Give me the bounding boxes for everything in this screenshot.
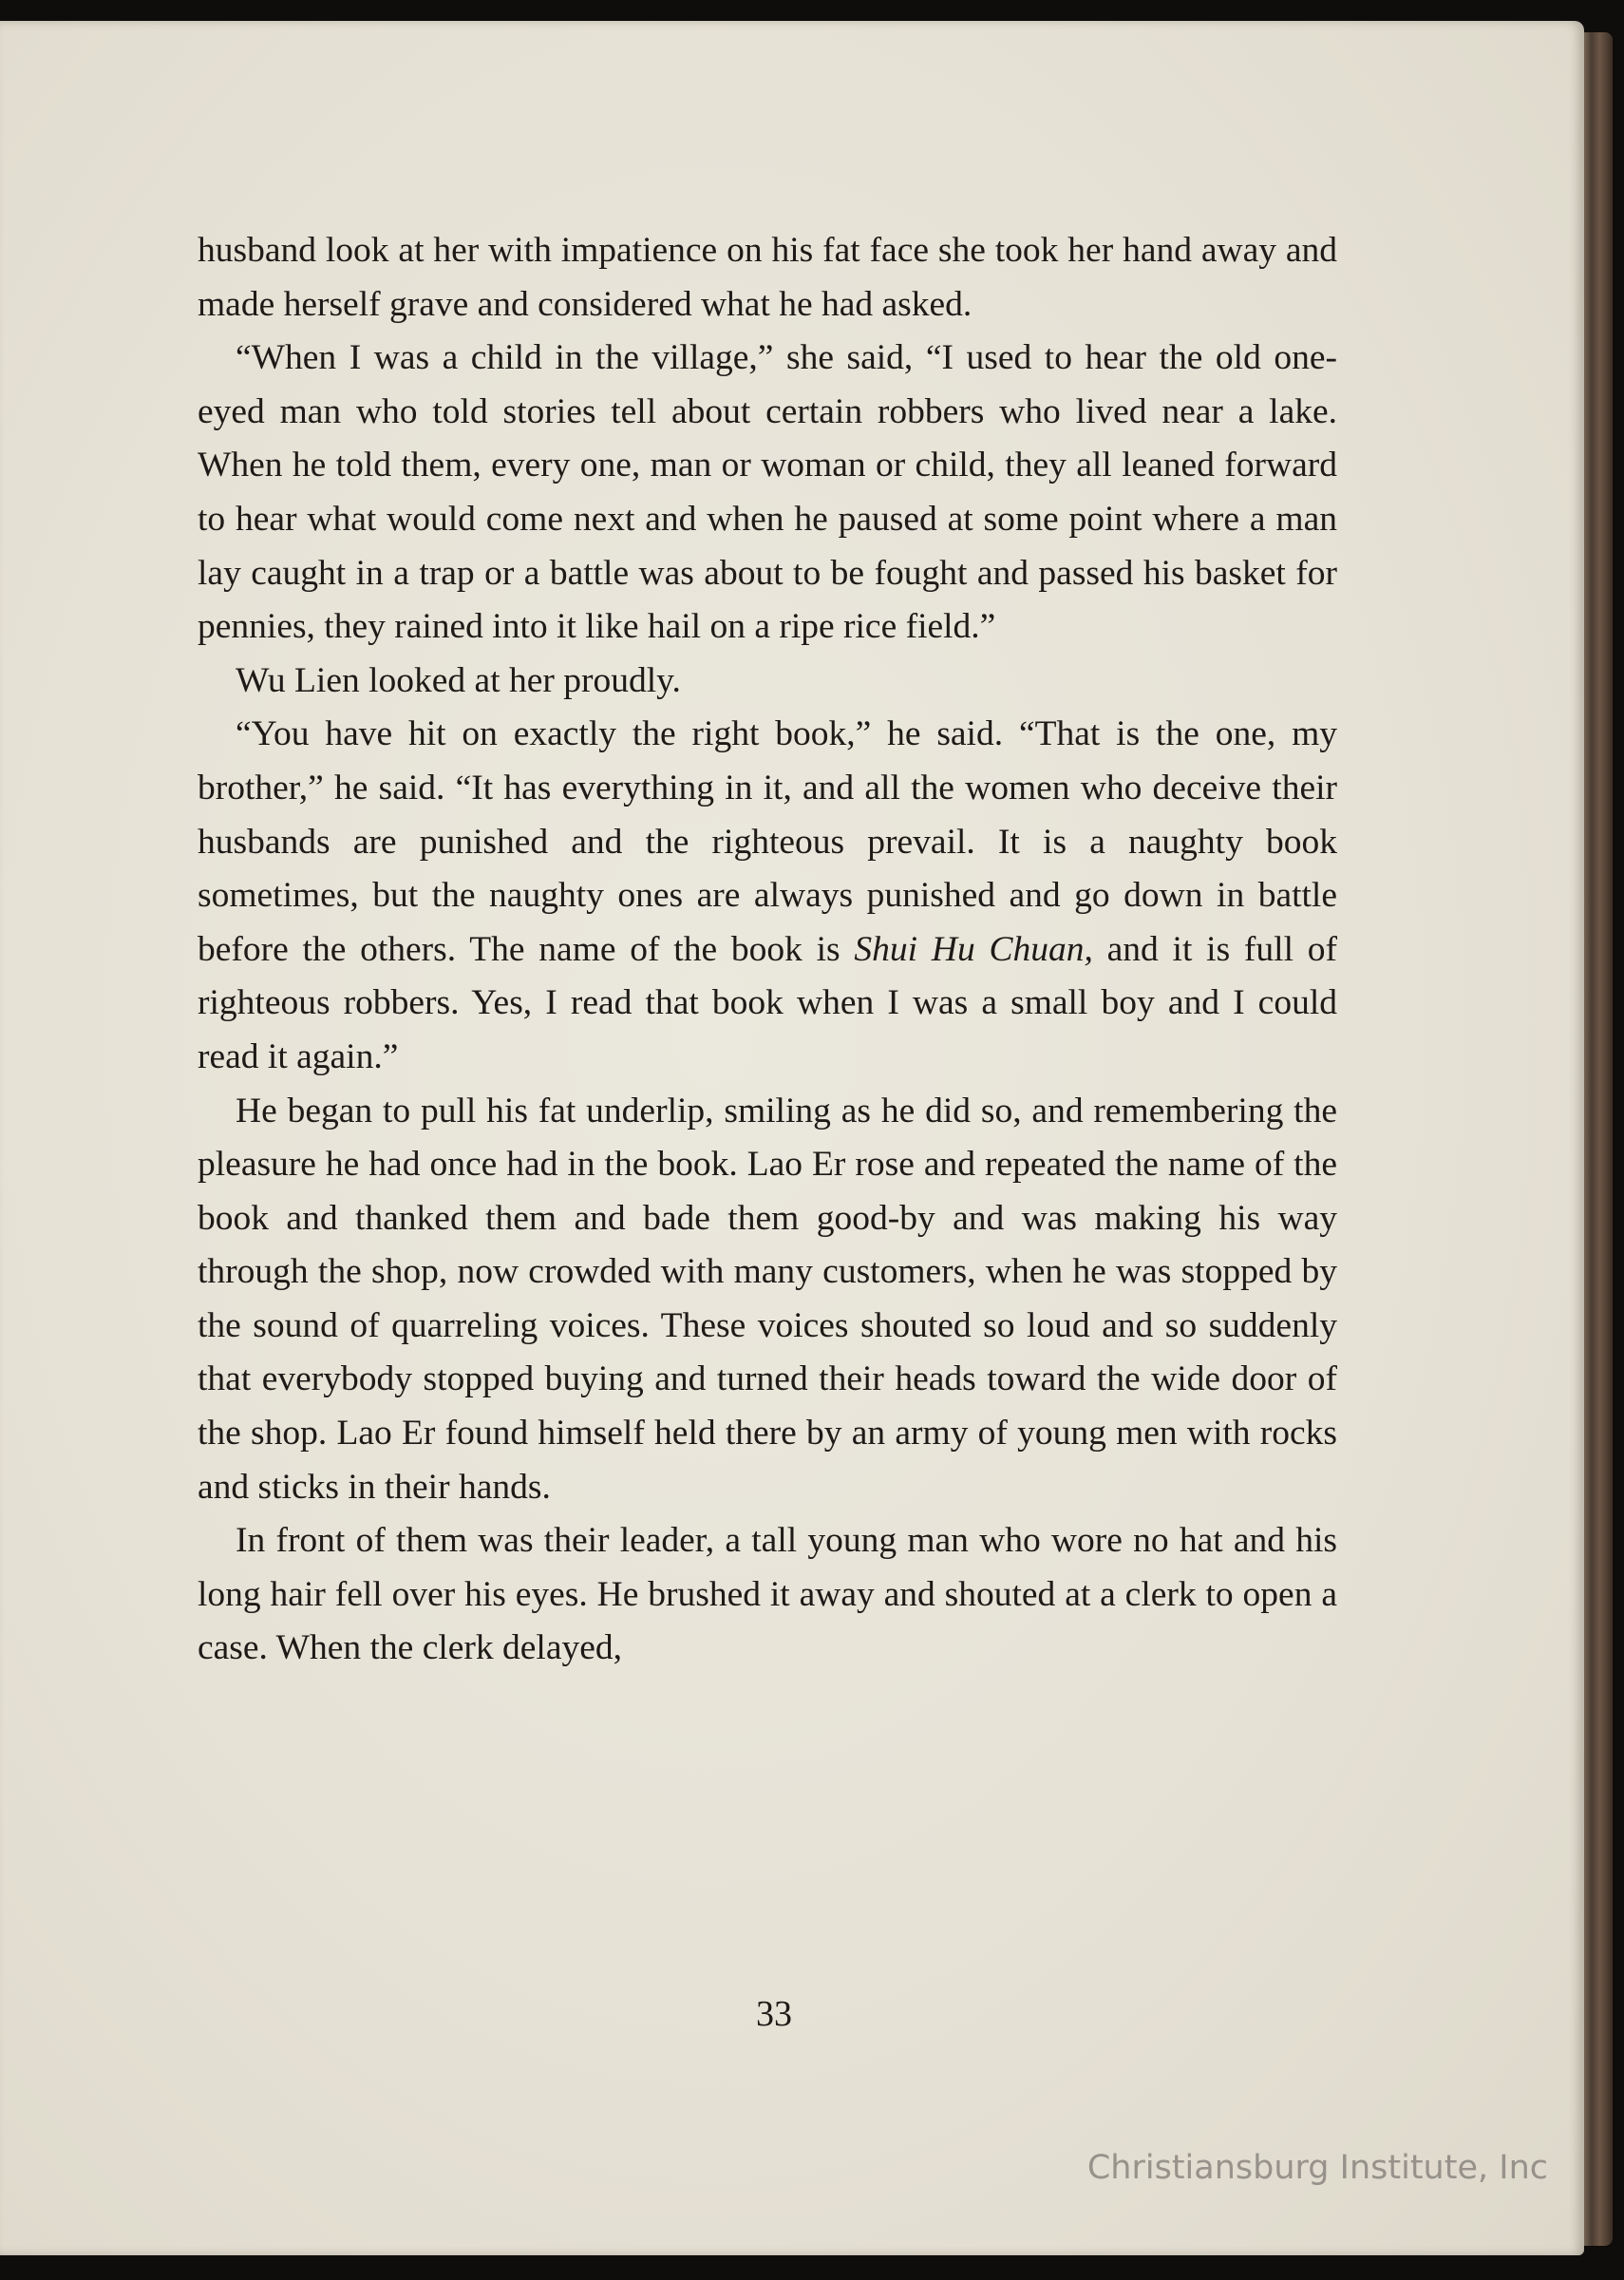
paragraph-4-after: and it is full of righteous robbers. Yes, I read that book when I was a small boy and I could read it again.”: [198, 929, 1338, 1076]
body-text: [198, 224, 1337, 1676]
paragraph-4: [198, 708, 1337, 1084]
paragraph-3: Wu Lien looked at her proudly.: [236, 660, 681, 700]
paragraph-6: In front of them was their leader, a tall young man who wore no hat and his long hair fell over his eyes. He brushed it away and shouted at a clerk to open a case. When the clerk delayed,: [198, 1521, 1337, 1668]
paragraph-1: husband look at her with impatience on his fat face she took her hand away and made herself grave and considered what he had asked.: [198, 231, 1337, 324]
book-title: Shui Hu Chuan,: [854, 929, 1093, 969]
watermark: Christiansburg Institute, Inc: [1086, 2149, 1548, 2187]
paragraph-5: He began to pull his fat underlip, smiling as he did so, and remembering the pleasure he had once had in the book. Lao Er rose and repeated the name of the book and thanked them and bade them good-by and was making his way through the shop, now crowded with many customers, when he was stopped by the sound of quarreling voices. These voices shouted so loud and so suddenly that everybody stopped buying and turned their heads toward the wide door of the shop. Lao Er found himself held there by an army of young men with rocks and sticks in their hands.: [198, 1091, 1337, 1507]
paragraph-4-before: “You have hit on exactly the right book,” he said. “That is the one, my brother,” he said. “It has everything in it, and all the women who deceive their husbands are punished and the righteous prevail. It is a naughty book sometimes, but the naughty ones are always punished and go down in battle before the others. The name of the book is: [198, 714, 1337, 969]
page-number: 33: [756, 1994, 792, 2034]
paragraph-2: “When I was a child in the village,” she said, “I used to hear the old one-eyed man who told stories tell about certain robbers who lived near a lake. When he told them, every one, man or woman or child, they all leaned forward to hear what would come next and when he paused at some point where a man lay caught in a trap or a battle was about to be fought and passed his basket for pennies, they rained into it like hail on a ripe rice field.”: [198, 338, 1337, 647]
page-edge: [1580, 32, 1613, 2246]
page: [0, 21, 1584, 2255]
